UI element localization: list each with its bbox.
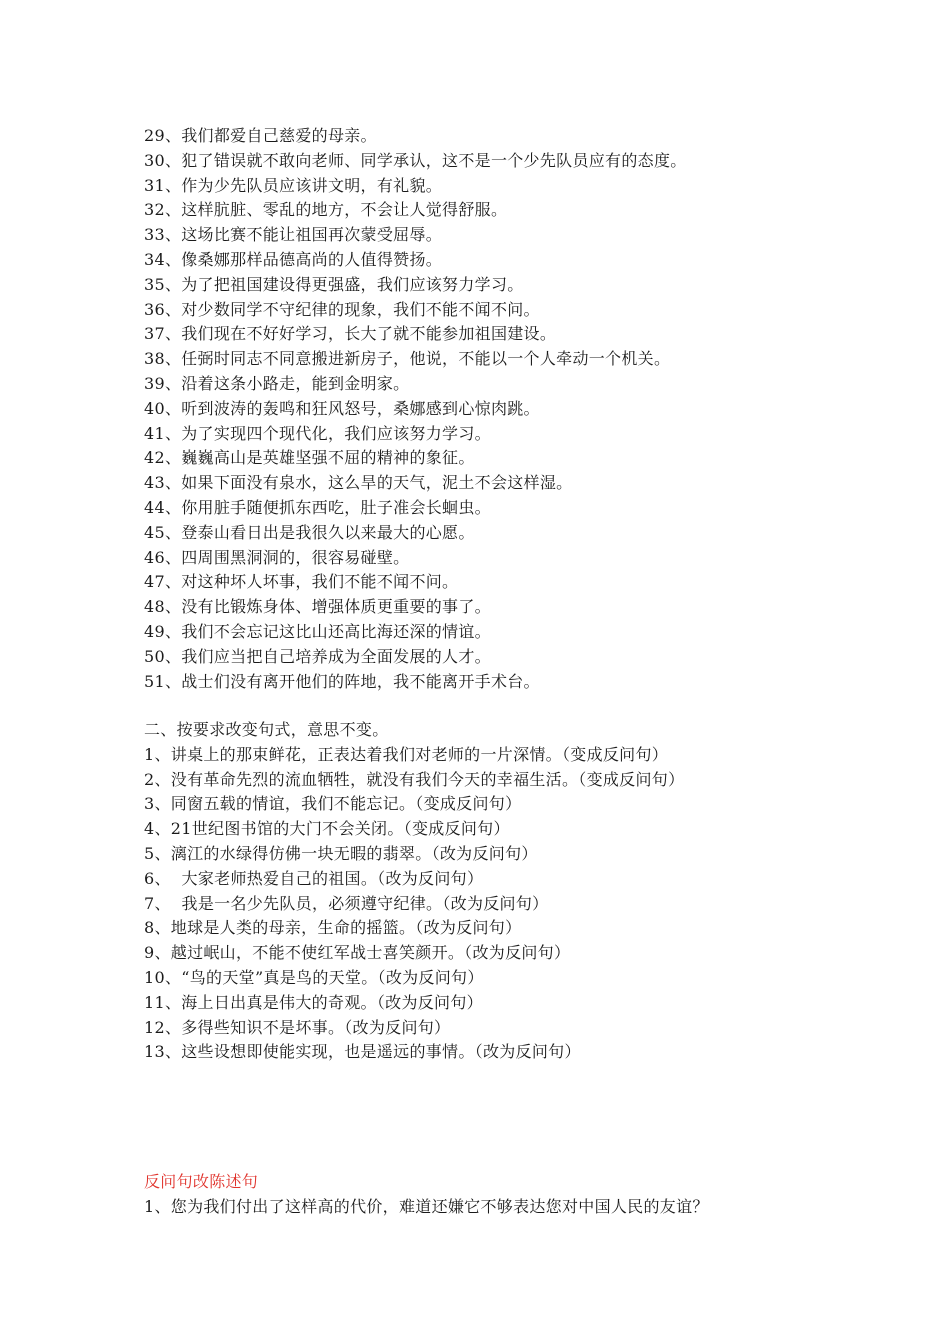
sentence-item: 42、巍巍高山是英雄坚强不屈的精神的象征。 <box>144 448 475 468</box>
sentence-item: 44、你用脏手随便抓东西吃，肚子准会长蛔虫。 <box>144 497 491 517</box>
exercise-item: 12、多得些知识不是坏事。（改为反问句） <box>144 1017 451 1037</box>
exercise-item: 2、没有革命先烈的流血牺牲，就没有我们今天的幸福生活。（变成反问句） <box>144 769 685 789</box>
sentence-item: 45、登泰山看日出是我很久以来最大的心愿。 <box>144 522 475 542</box>
exercise-item: 8、地球是人类的母亲，生命的摇篮。（改为反问句） <box>144 918 522 938</box>
sentence-item: 40、听到波涛的轰鸣和狂风怒号，桑娜感到心惊肉跳。 <box>144 398 540 418</box>
sentence-item: 37、我们现在不好好学习，长大了就不能参加祖国建设。 <box>144 324 557 344</box>
sentence-item: 41、为了实现四个现代化，我们应该努力学习。 <box>144 423 491 443</box>
sentence-item: 35、为了把祖国建设得更强盛，我们应该努力学习。 <box>144 274 524 294</box>
sentence-item: 51、战士们没有离开他们的阵地，我不能离开手术台。 <box>144 671 540 691</box>
exercise-item: 6、 大家老师热爱自己的祖国。（改为反问句） <box>144 868 484 888</box>
sentence-item: 29、我们都爱自己慈爱的母亲。 <box>144 126 377 145</box>
section-heading: 二、按要求改变句式，意思不变。 <box>144 720 389 739</box>
exercise-item: 5、漓江的水绿得仿佛一块无暇的翡翠。（改为反问句） <box>144 843 538 863</box>
sentence-item: 43、如果下面没有泉水，这么旱的天气，泥土不会这样湿。 <box>144 473 573 493</box>
sentence-item: 46、四周围黑洞洞的，很容易碰壁。 <box>144 547 410 567</box>
section-heading-red: 反问句改陈述句 <box>144 1172 259 1191</box>
exercise-item: 1、讲桌上的那束鲜花，正表达着我们对老师的一片深情。（变成反问句） <box>144 744 669 764</box>
sentence-item: 50、我们应当把自己培养成为全面发展的人才。 <box>144 646 491 666</box>
section-three <box>144 1170 844 1220</box>
sentence-item: 36、对少数同学不守纪律的现象，我们不能不闻不问。 <box>144 299 540 319</box>
exercise-item: 13、这些设想即使能实现，也是遥远的事情。（改为反问句） <box>144 1042 581 1062</box>
sentence-item: 48、没有比锻炼身体、增强体质更重要的事了。 <box>144 597 491 617</box>
exercise-item: 9、越过岷山，不能不使红军战士喜笑颜开。（改为反问句） <box>144 943 571 963</box>
exercise-item: 11、海上日出真是伟大的奇观。（改为反问句） <box>144 992 483 1012</box>
sentence-item: 34、像桑娜那样品德高尚的人值得赞扬。 <box>144 249 443 269</box>
sentence-item: 39、沿着这条小路走，能到金明家。 <box>144 373 410 393</box>
exercise-item: 1、您为我们付出了这样高的代价，难道还嫌它不够表达您对中国人民的友谊？ <box>144 1196 709 1216</box>
sentence-item: 30、犯了错误就不敢向老师、同学承认，这不是一个少先队员应有的态度。 <box>144 150 687 170</box>
sentence-item: 47、对这种坏人坏事，我们不能不闻不问。 <box>144 572 459 592</box>
exercise-item: 4、21世纪图书馆的大门不会关闭。（变成反问句） <box>144 819 510 839</box>
sentence-item: 38、任弼时同志不同意搬进新房子，他说，不能以一个人牵动一个机关。 <box>144 349 671 369</box>
exercise-item: 3、同窗五载的情谊，我们不能忘记。（变成反问句） <box>144 794 522 814</box>
sentence-item: 32、这样肮脏、零乱的地方，不会让人觉得舒服。 <box>144 200 508 220</box>
sentence-list <box>144 124 844 694</box>
sentence-item: 31、作为少先队员应该讲文明，有礼貌。 <box>144 175 443 195</box>
section-two <box>144 718 844 1065</box>
sentence-item: 49、我们不会忘记这比山还高比海还深的情谊。 <box>144 621 491 641</box>
exercise-item: 7、 我是一名少先队员，必须遵守纪律。（改为反问句） <box>144 893 549 913</box>
exercise-item: 10、“鸟的天堂”真是鸟的天堂。（改为反问句） <box>144 967 484 987</box>
sentence-item: 33、这场比赛不能让祖国再次蒙受屈辱。 <box>144 225 443 245</box>
